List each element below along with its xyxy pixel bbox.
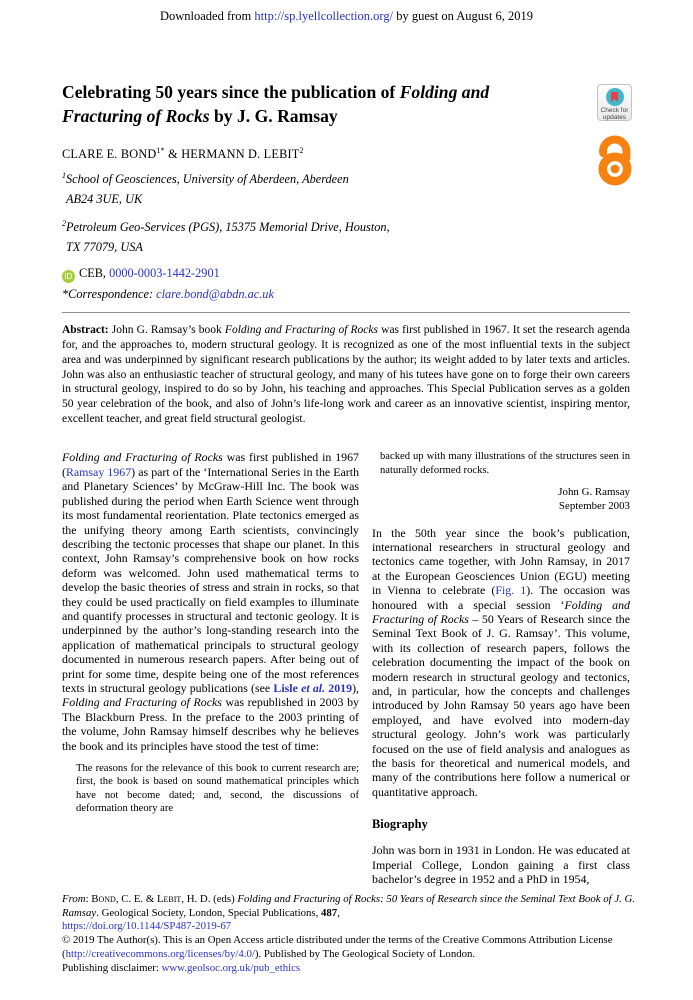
book-name-italic: Folding and Fracturing of Rocks	[62, 450, 223, 465]
author-1: CLARE E. BOND	[62, 146, 157, 161]
left-column	[62, 450, 359, 886]
block-quote-start: The reasons for the relevance of this book to current research are; first, the book is based on sound mathematical principles which have not become dated; and, second, the discussions of deformation theory are	[76, 763, 359, 815]
correspondence-label: *Correspondence:	[62, 287, 157, 302]
book-name-italic: Folding and Fracturing of Rocks	[62, 695, 222, 710]
divider	[62, 312, 630, 313]
download-source-link[interactable]: http://sp.lyellcollection.org/	[254, 9, 394, 23]
author-2: HERMANN D. LEBIT	[181, 146, 300, 161]
left-paragraph-text: ) as part of the ‘International Series in the Earth and Planetary Sciences’ by McGraw-Hill Inc. The book was published during the period when Earth Science went through its most fundamental reorientation. Plate tectonics emerged as the unifying theory among Earth scientists, convincingly describing the tectonic processes that shape our planet. In this context, John Ramsay’s comprehensive book on how rocks deform was welcomed. John used mathematical terms to develop the basic theories of stress and strain in rocks, so that they could be used practically on field examples to illuminate and quantify processes in structural and tectonic geology. It is underpinned by the author’s long-standing research into the application of mathematical principals to structural geology documented in numerous research papers. After being out of print for some time, despite being one of the most references texts in structural geology publications (see	[62, 464, 360, 695]
affiliation-2-line1: Petroleum Geo-Services (PGS), 15375 Memorial Drive, Houston,	[66, 219, 390, 234]
editor-2: Lebit	[156, 893, 182, 905]
copyright-text: © 2019 The Author(s). This is an Open Access article distributed under the terms of the Creative Commons Attribution License (	[62, 934, 613, 960]
affiliation-2-line2: TX 77079, USA	[66, 239, 143, 254]
disclaimer-label: Publishing disclaimer:	[62, 961, 162, 974]
abstract	[62, 323, 630, 426]
author-2-affil-marker: 2	[299, 145, 304, 155]
copyright-line	[62, 934, 638, 961]
from-label: From	[62, 893, 86, 905]
biography-heading: Biography	[372, 817, 428, 832]
doi-link[interactable]: https://doi.org/10.1144/SP487-2019-67	[62, 920, 232, 933]
footer-text: , H. D. (eds)	[181, 893, 238, 905]
page-title	[62, 80, 567, 129]
left-paragraph-text: ),	[352, 680, 359, 695]
author-join: &	[164, 146, 182, 161]
right-paragraph	[372, 526, 630, 800]
orcid-icon: iD	[62, 270, 75, 283]
left-paragraph	[62, 450, 359, 753]
affiliation-1-marker: 1	[62, 170, 66, 180]
quote-attribution-date: September 2003	[558, 500, 630, 513]
footer-text: . Geological Society, London, Special Publications,	[96, 906, 321, 919]
copyright-text: ). Published by The Geological Society of London.	[254, 947, 476, 960]
orcid-initials: CEB,	[79, 266, 110, 281]
correspondence-email-link[interactable]: clare.bond@abdn.ac.uk	[156, 287, 274, 302]
footer-citation	[62, 893, 638, 920]
author-line	[62, 146, 630, 162]
quote-attribution-name: John G. Ramsay	[558, 486, 630, 499]
quote-attribution	[372, 485, 630, 513]
right-paragraph-text: – 50 Years of Research since the Seminal Text Book of J. G. Ramsay’. This volume, with its collection of research papers, follows the celebration documenting the impact of the book on modern research in structural geology and tectonics, and, in particular, how the concepts and challenges introduced by John Ramsay 50 years ago have been employed, and have evolved into modern-day structural geology. John’s work was particularly focused on the use of field analysis and analogues as the basis for theoretical and numerical models, and many of the contributions here follow a numerical or quantitative approach.	[372, 611, 630, 799]
session-book-name-italic: Folding and Fracturing of Rocks	[372, 597, 630, 626]
volume-title-italic: Folding and Fracturing of Rocks: 50 Years of Research since the Seminal Text Book of J. G. Ramsay	[62, 893, 636, 919]
check-for-updates-label: Check for updates	[600, 107, 629, 122]
right-paragraph-text: In the 50th year since the book’s publication, international researchers in structural geology and tectonics came together, with John Ramsay, in 2017 at the European Geosciences Union (EGU) meeting in Vienna to celebrate (	[372, 525, 630, 598]
footer-text: , C. E. &	[115, 893, 157, 905]
download-note-prefix: Downloaded from	[159, 9, 255, 23]
ramsay-1967-citation-link[interactable]: Ramsay 1967	[65, 464, 132, 479]
doi-line	[62, 920, 638, 934]
footer-citation-block	[62, 893, 638, 975]
correspondence-line	[62, 287, 630, 302]
affiliation-2	[62, 218, 630, 258]
disclaimer-line	[62, 962, 638, 976]
block-quote-continuation: backed up with many illustrations of the structures seen in naturally deformed rocks.	[380, 451, 630, 476]
footer-text: ,	[337, 906, 340, 919]
abstract-label: Abstract:	[62, 324, 109, 337]
pub-ethics-link[interactable]: www.geolsoc.org.uk/pub_ethics	[161, 961, 301, 974]
citation-text: Lisle	[273, 680, 302, 695]
affiliation-1-line2: AB24 3UE, UK	[66, 191, 143, 206]
abstract-seg1: John G. Ramsay’s book	[108, 324, 225, 337]
orcid-line	[62, 266, 630, 283]
body-columns	[62, 450, 630, 886]
citation-year: 2019	[325, 680, 353, 695]
affiliation-2-marker: 2	[62, 218, 66, 228]
affiliation-1	[62, 170, 630, 210]
biography-paragraph: John was born in 1931 in London. He was educated at Imperial College, London gaining a first class bachelor’s degree in 1952 and a PhD in 1954,	[372, 843, 630, 887]
left-paragraph-text: was first published in 1967 (	[62, 450, 359, 479]
title-roman-2: by J. G. Ramsay	[209, 106, 338, 127]
volume-number: 487	[320, 906, 338, 919]
affiliation-1-line1: School of Geosciences, University of Aberdeen, Aberdeen	[66, 171, 349, 186]
editor-1: Bond	[91, 893, 116, 905]
lisle-2019-citation-link[interactable]	[273, 681, 352, 695]
abstract-book-name: Folding and Fracturing of Rocks	[224, 324, 378, 337]
left-paragraph-text: was republished in 2003 by The Blackburn Press. In the preface to the 2003 printing of the volume, John Ramsay himself describes why he believes the book and its principles have stood the test of time:	[62, 695, 359, 753]
download-note	[0, 0, 693, 24]
title-book-name: Folding and Fracturing of Rocks	[62, 82, 490, 127]
abstract-seg2: was first published in 1967. It set the research agenda for, and the approaches to, modern structural geology. It is recognized as one of the most influential texts in the subject area and was underpinned by significant research publications by the author; its weight added to by later texts and articles. John was also an enthusiastic teacher of structural geology, and many of his tutees have gone on to forge their own careers in structural geology, inspired to do so by John, his teaching and approaches. This Special Publication serves as a golden 50 year celebration of the book, and also of John’s life-long work and career as an innovative scientist, inspiring mentor, excellent teacher, and great field structural geologist.	[62, 324, 630, 425]
creative-commons-link[interactable]: http://creativecommons.org/licenses/by/4.0/	[65, 947, 255, 960]
download-note-suffix: by guest on August 6, 2019	[393, 9, 533, 23]
footer-text: :	[85, 893, 92, 905]
right-paragraph-text: ). The occasion was honoured with a special session ‘	[372, 583, 631, 612]
right-column	[372, 450, 630, 886]
citation-etal: et al.	[301, 680, 326, 695]
orcid-id-link[interactable]: 0000-0003-1442-2901	[109, 266, 220, 281]
title-roman-1: Celebrating 50 years since the publication of	[62, 82, 400, 102]
figure-1-link[interactable]: Fig. 1	[495, 583, 527, 598]
author-1-affil-marker: 1*	[156, 145, 165, 155]
